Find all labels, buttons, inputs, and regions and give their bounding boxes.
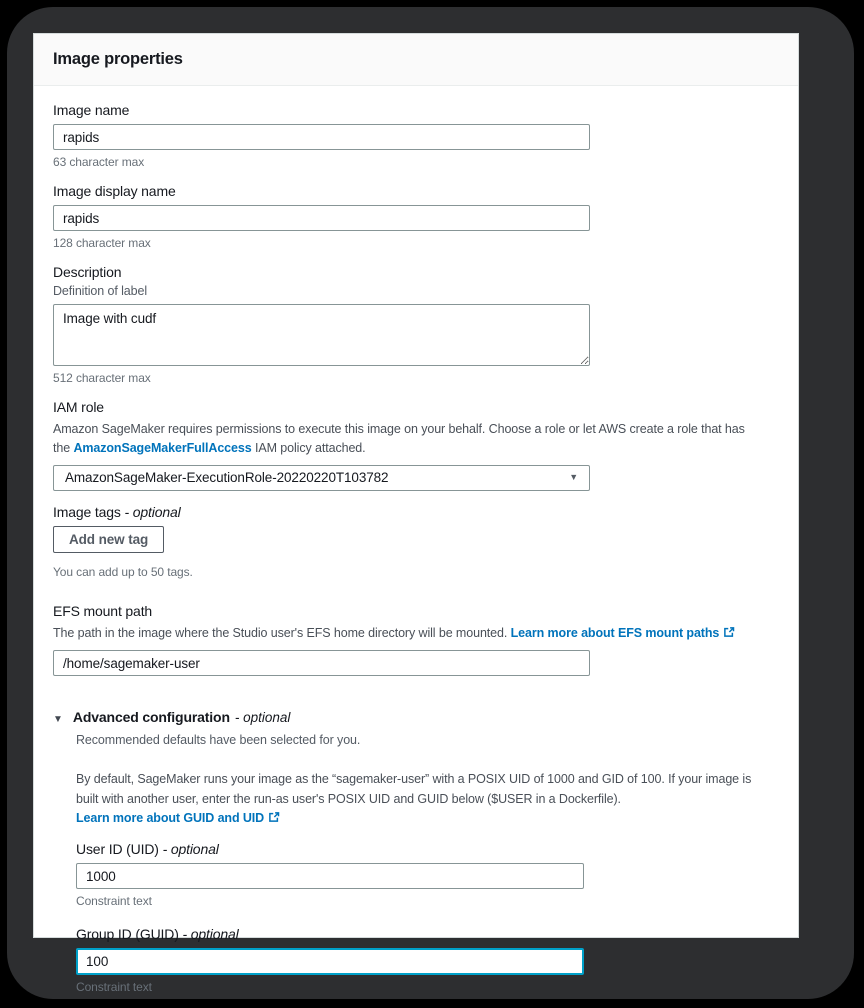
external-link-icon: [723, 625, 735, 644]
description-group: [53, 264, 779, 385]
image-display-name-label: Image display name: [53, 183, 176, 199]
advanced-configuration-section: [53, 709, 779, 994]
user-id-label: User ID (UID) - optional: [76, 841, 219, 858]
efs-mount-path-group: [53, 603, 779, 677]
image-properties-dialog: [33, 33, 799, 995]
group-id-optional: - optional: [182, 926, 239, 943]
sagemaker-full-access-link[interactable]: AmazonSageMakerFullAccess: [73, 440, 252, 455]
image-tags-helper: You can add up to 50 tags.: [53, 564, 193, 579]
advanced-configuration-body: [76, 733, 779, 994]
image-tags-group: [53, 504, 779, 579]
iam-role-description-text: Amazon SageMaker requires permissions to execute this image on your behalf. Choose a role or let AWS create a role that has the: [53, 422, 745, 455]
image-tags-optional: - optional: [124, 503, 181, 520]
user-id-optional: - optional: [162, 841, 219, 858]
iam-role-description-suffix: IAM policy attached.: [251, 440, 366, 455]
image-display-name-group: [53, 183, 779, 250]
advanced-paragraph-text: By default, SageMaker runs your image as the “sagemaker-user” with a POSIX UID of 1000 and GID of 100. If your image is built with another user, enter the run-as user's POSIX UID and GUID below ($USER in a Dockerfile).: [76, 772, 752, 806]
advanced-configuration-optional: - optional: [234, 710, 291, 726]
image-tags-label: Image tags - optional: [53, 503, 181, 520]
efs-learn-more-link[interactable]: Learn more about EFS mount paths: [510, 625, 720, 640]
user-id-input[interactable]: [76, 863, 584, 889]
group-id-input[interactable]: [76, 948, 584, 975]
description-textarea[interactable]: [53, 304, 590, 366]
iam-role-label: IAM role: [53, 399, 104, 415]
description-sublabel: Definition of label: [53, 284, 147, 298]
guid-uid-learn-more-link[interactable]: Learn more about GUID and UID: [76, 811, 265, 825]
external-link-icon: [268, 810, 280, 829]
advanced-configuration-header[interactable]: [53, 709, 779, 725]
disclosure-triangle-icon[interactable]: ▼: [53, 714, 63, 726]
efs-mount-path-description: [53, 624, 748, 644]
image-name-group: [53, 102, 779, 169]
dialog-header: [34, 34, 798, 86]
image-name-constraint: 63 character max: [53, 155, 145, 169]
user-id-constraint: Constraint text: [76, 894, 152, 909]
efs-mount-path-label: EFS mount path: [53, 602, 153, 619]
description-label: Description: [53, 264, 122, 280]
group-id-group: [76, 926, 779, 994]
add-new-tag-button[interactable]: Add new tag: [53, 526, 164, 553]
dialog-body: [34, 86, 798, 994]
iam-role-group: [53, 399, 779, 491]
advanced-paragraph: [76, 770, 776, 829]
image-name-label: Image name: [53, 102, 130, 118]
caret-down-icon: ▼: [569, 472, 578, 482]
description-constraint: 512 character max: [53, 371, 151, 385]
iam-role-selected-value: AmazonSageMaker-ExecutionRole-20220220T103782: [65, 470, 389, 485]
image-name-input[interactable]: [53, 124, 590, 150]
image-display-name-input[interactable]: [53, 205, 590, 231]
group-id-constraint: Constraint text: [76, 980, 152, 995]
efs-description-text: The path in the image where the Studio user's EFS home directory will be mounted.: [53, 625, 511, 640]
advanced-subtitle: Recommended defaults have been selected for you.: [76, 733, 361, 748]
group-id-label: Group ID (GUID) - optional: [76, 926, 239, 943]
image-display-name-constraint: 128 character max: [53, 236, 151, 250]
advanced-configuration-title: Advanced configuration: [72, 709, 230, 726]
efs-mount-path-input[interactable]: [53, 650, 590, 676]
page-title: Image properties: [53, 50, 183, 68]
iam-role-description: [53, 420, 748, 458]
user-id-group: [76, 841, 779, 908]
iam-role-select[interactable]: [53, 465, 590, 491]
